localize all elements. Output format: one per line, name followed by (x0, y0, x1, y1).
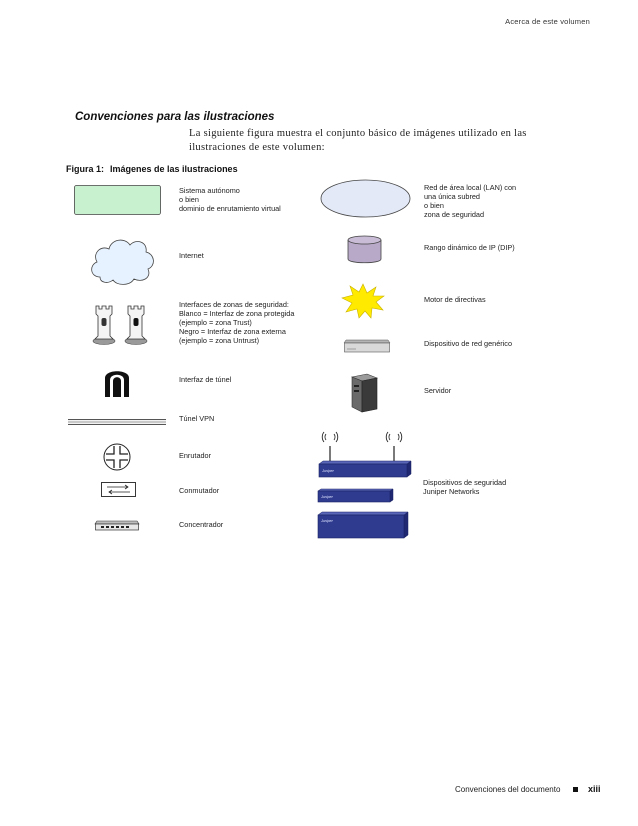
untrust-zone-tower-icon (125, 306, 147, 345)
juniper-logo-text: Juniper (321, 495, 333, 499)
autonomous-system-label: Sistema autónomo o bien dominio de enrutamiento virtual (179, 186, 281, 213)
intro-line: La siguiente figura muestra el conjunto básico de imágenes utilizado en las (189, 128, 527, 139)
hub-icon (95, 518, 139, 531)
generic-device-label: Dispositivo de red genérico (424, 339, 513, 348)
juniper-logo-text: Juniper (321, 519, 333, 523)
switch-icon (101, 482, 137, 498)
autonomous-system-icon (74, 185, 162, 216)
intro-paragraph (189, 127, 549, 155)
internet-label: Internet (179, 251, 204, 260)
section-title: Convenciones para las ilustraciones (75, 111, 275, 123)
vpn-tunnel-icon (68, 418, 166, 426)
dip-label: Rango dinámico de IP (DIP) (424, 243, 515, 252)
tunnel-interface-label: Interfaz de túnel (179, 375, 232, 384)
lan-icon (320, 179, 412, 219)
generic-device-icon (344, 338, 390, 353)
running-header: Acerca de este volumen (505, 17, 590, 26)
running-footer: Convenciones del documento (455, 785, 561, 794)
policy-engine-label: Motor de directivas (424, 295, 486, 304)
juniper-large-device-icon (318, 511, 410, 539)
tunnel-interface-icon (104, 366, 130, 398)
vpn-tunnel-label: Túnel VPN (179, 414, 215, 423)
cloud-icon (88, 233, 156, 289)
footer-bullet (573, 787, 578, 792)
trust-zone-tower-icon (93, 306, 115, 345)
juniper-compact-device-icon (318, 488, 394, 504)
juniper-devices-label: Dispositivos de seguridad Juniper Networks (423, 478, 507, 496)
figure-caption: Imágenes de las ilustraciones (110, 164, 238, 174)
security-zone-icons (90, 300, 152, 346)
lan-label: Red de área local (LAN) con una única subred o bien zona de seguridad (424, 183, 517, 219)
juniper-logo-text: Juniper (322, 469, 334, 473)
figure-title (66, 164, 238, 174)
juniper-wireless-device-icon (315, 430, 413, 478)
intro-line: ilustraciones de este volumen: (189, 142, 325, 153)
security-zones-label: Interfaces de zonas de seguridad: Blanco = Interfaz de zona protegida (ejemplo = zona Trust) Negro = Interfaz de zona externa (ejemplo = zona Untrust) (179, 300, 295, 345)
router-label: Enrutador (179, 451, 212, 460)
server-label: Servidor (424, 386, 452, 395)
page-number: xiii (588, 784, 601, 794)
hub-label: Concentrador (179, 520, 224, 529)
server-icon (351, 373, 379, 413)
figure-number: Figura 1: (66, 164, 105, 174)
policy-engine-icon (341, 283, 385, 319)
router-icon (103, 443, 131, 471)
dip-icon (347, 235, 383, 265)
switch-label: Conmutador (179, 486, 220, 495)
